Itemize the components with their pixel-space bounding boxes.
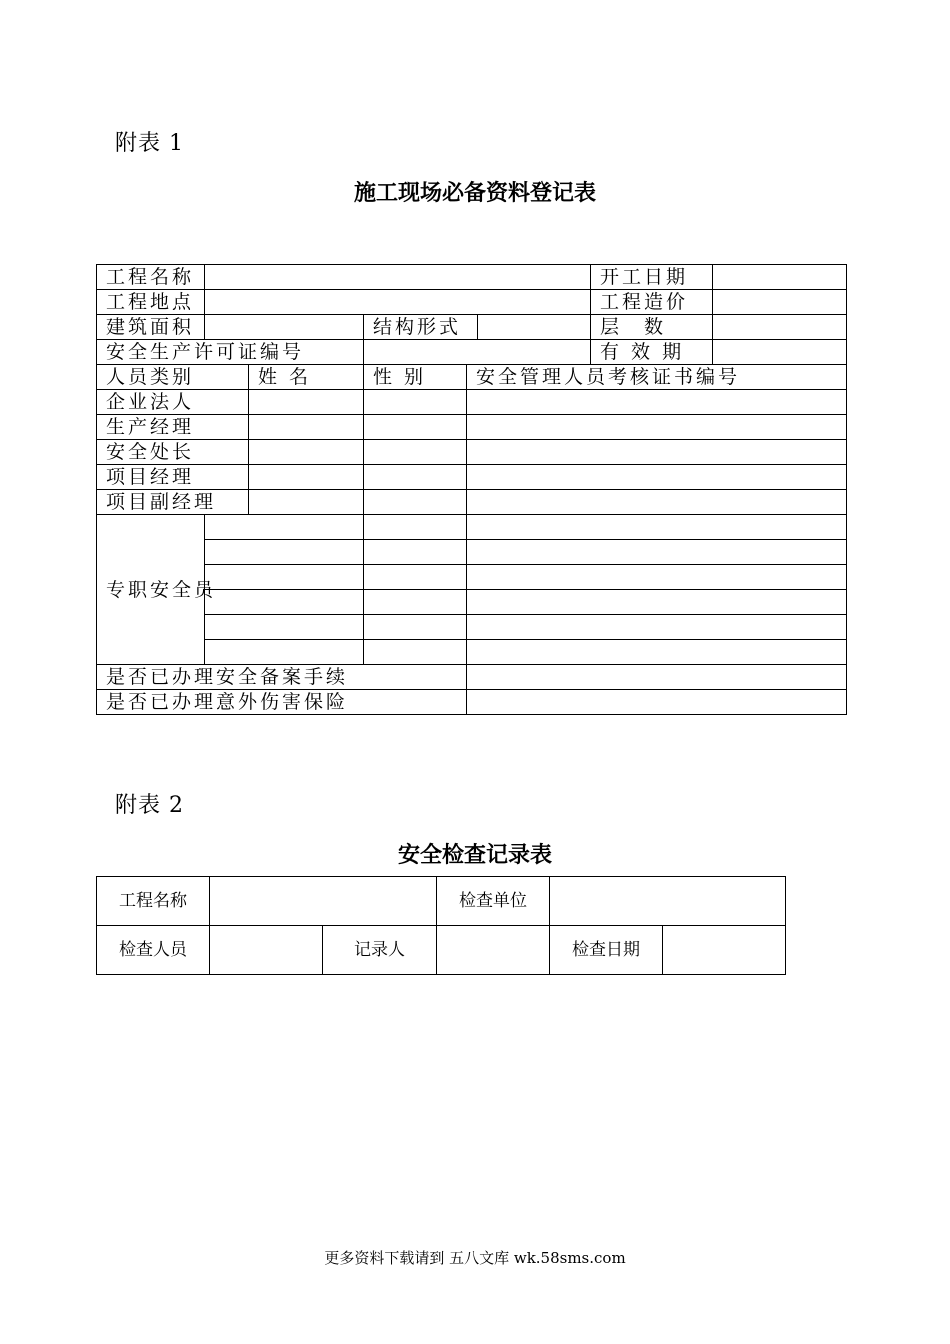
certificate-cell[interactable] (467, 565, 847, 590)
validity-label: 有 效 期 (591, 340, 713, 365)
inspectors-label: 检查人员 (97, 926, 210, 975)
gender-cell[interactable] (364, 440, 467, 465)
structure-type-value[interactable] (478, 315, 591, 340)
gender-cell[interactable] (364, 590, 467, 615)
name-cell[interactable] (205, 590, 364, 615)
inspection-unit-value[interactable] (550, 877, 786, 926)
project-name-label: 工程名称 (97, 265, 205, 290)
table-row (97, 490, 847, 515)
table-row (97, 390, 847, 415)
column-header-category: 人员类别 (97, 365, 249, 390)
floors-value[interactable] (713, 315, 847, 340)
table-row (97, 415, 847, 440)
table-row (97, 340, 847, 365)
role-deputy-project-manager: 项目副经理 (97, 490, 249, 515)
recorder-value[interactable] (437, 926, 550, 975)
role-production-manager: 生产经理 (97, 415, 249, 440)
building-area-value[interactable] (205, 315, 364, 340)
filing-status-label: 是否已办理安全备案手续 (97, 665, 467, 690)
role-full-time-safety-officer: 专职安全员 (97, 515, 205, 665)
certificate-cell[interactable] (467, 465, 847, 490)
table-row (97, 877, 786, 926)
project-name-label: 工程名称 (97, 877, 210, 926)
inspection-unit-label: 检查单位 (437, 877, 550, 926)
building-area-label: 建筑面积 (97, 315, 205, 340)
name-cell[interactable] (249, 440, 364, 465)
inspection-date-label: 检查日期 (550, 926, 663, 975)
certificate-cell[interactable] (467, 440, 847, 465)
structure-type-label: 结构形式 (364, 315, 478, 340)
name-cell[interactable] (249, 490, 364, 515)
project-location-label: 工程地点 (97, 290, 205, 315)
form-2-title: 安全检查记录表 (397, 843, 552, 868)
validity-value[interactable] (713, 340, 847, 365)
safety-permit-value[interactable] (364, 340, 591, 365)
gender-cell[interactable] (364, 565, 467, 590)
start-date-label: 开工日期 (591, 265, 713, 290)
gender-cell[interactable] (364, 465, 467, 490)
role-project-manager: 项目经理 (97, 465, 249, 490)
table-row (97, 265, 847, 290)
project-name-value[interactable] (210, 877, 437, 926)
form-1-title: 施工现场必备资料登记表 (353, 181, 596, 206)
name-cell[interactable] (205, 640, 364, 665)
safety-permit-label: 安全生产许可证编号 (97, 340, 364, 365)
gender-cell[interactable] (364, 490, 467, 515)
column-header-name: 姓 名 (249, 365, 364, 390)
certificate-cell[interactable] (467, 490, 847, 515)
recorder-label: 记录人 (323, 926, 437, 975)
column-header-gender: 性 别 (364, 365, 467, 390)
certificate-cell[interactable] (467, 390, 847, 415)
inspection-date-value[interactable] (663, 926, 786, 975)
gender-cell[interactable] (364, 615, 467, 640)
table-row (97, 540, 847, 565)
certificate-cell[interactable] (467, 590, 847, 615)
column-header-certificate-no: 安全管理人员考核证书编号 (467, 365, 847, 390)
table-row (97, 926, 786, 975)
gender-cell[interactable] (364, 640, 467, 665)
project-name-value[interactable] (205, 265, 591, 290)
name-cell[interactable] (205, 565, 364, 590)
insurance-status-label: 是否已办理意外伤害保险 (97, 690, 467, 715)
floors-label: 层 数 (591, 315, 713, 340)
role-safety-director: 安全处长 (97, 440, 249, 465)
start-date-value[interactable] (713, 265, 847, 290)
certificate-cell[interactable] (467, 640, 847, 665)
filing-status-value[interactable] (467, 665, 847, 690)
footer-download-note: 更多资料下载请到 五八文库 wk.58sms.com (324, 1249, 626, 1267)
safety-inspection-record-table (96, 876, 786, 975)
project-cost-value[interactable] (713, 290, 847, 315)
table-row (97, 615, 847, 640)
name-cell[interactable] (249, 390, 364, 415)
appendix-2-label: 附表 2 (115, 793, 184, 818)
site-documents-register-table (96, 264, 847, 715)
inspectors-value[interactable] (210, 926, 323, 975)
table-row (97, 640, 847, 665)
table-row (97, 665, 847, 690)
table-header-row (97, 365, 847, 390)
certificate-cell[interactable] (467, 415, 847, 440)
table-row (97, 690, 847, 715)
table-row (97, 315, 847, 340)
table-row (97, 440, 847, 465)
gender-cell[interactable] (364, 515, 467, 540)
certificate-cell[interactable] (467, 615, 847, 640)
name-cell[interactable] (249, 415, 364, 440)
insurance-status-value[interactable] (467, 690, 847, 715)
name-cell[interactable] (205, 515, 364, 540)
gender-cell[interactable] (364, 390, 467, 415)
role-legal-representative: 企业法人 (97, 390, 249, 415)
appendix-1-label: 附表 1 (115, 131, 184, 156)
table-row (97, 290, 847, 315)
project-cost-label: 工程造价 (591, 290, 713, 315)
certificate-cell[interactable] (467, 540, 847, 565)
name-cell[interactable] (205, 540, 364, 565)
gender-cell[interactable] (364, 415, 467, 440)
table-row (97, 515, 847, 540)
table-row (97, 465, 847, 490)
certificate-cell[interactable] (467, 515, 847, 540)
gender-cell[interactable] (364, 540, 467, 565)
name-cell[interactable] (249, 465, 364, 490)
project-location-value[interactable] (205, 290, 591, 315)
name-cell[interactable] (205, 615, 364, 640)
